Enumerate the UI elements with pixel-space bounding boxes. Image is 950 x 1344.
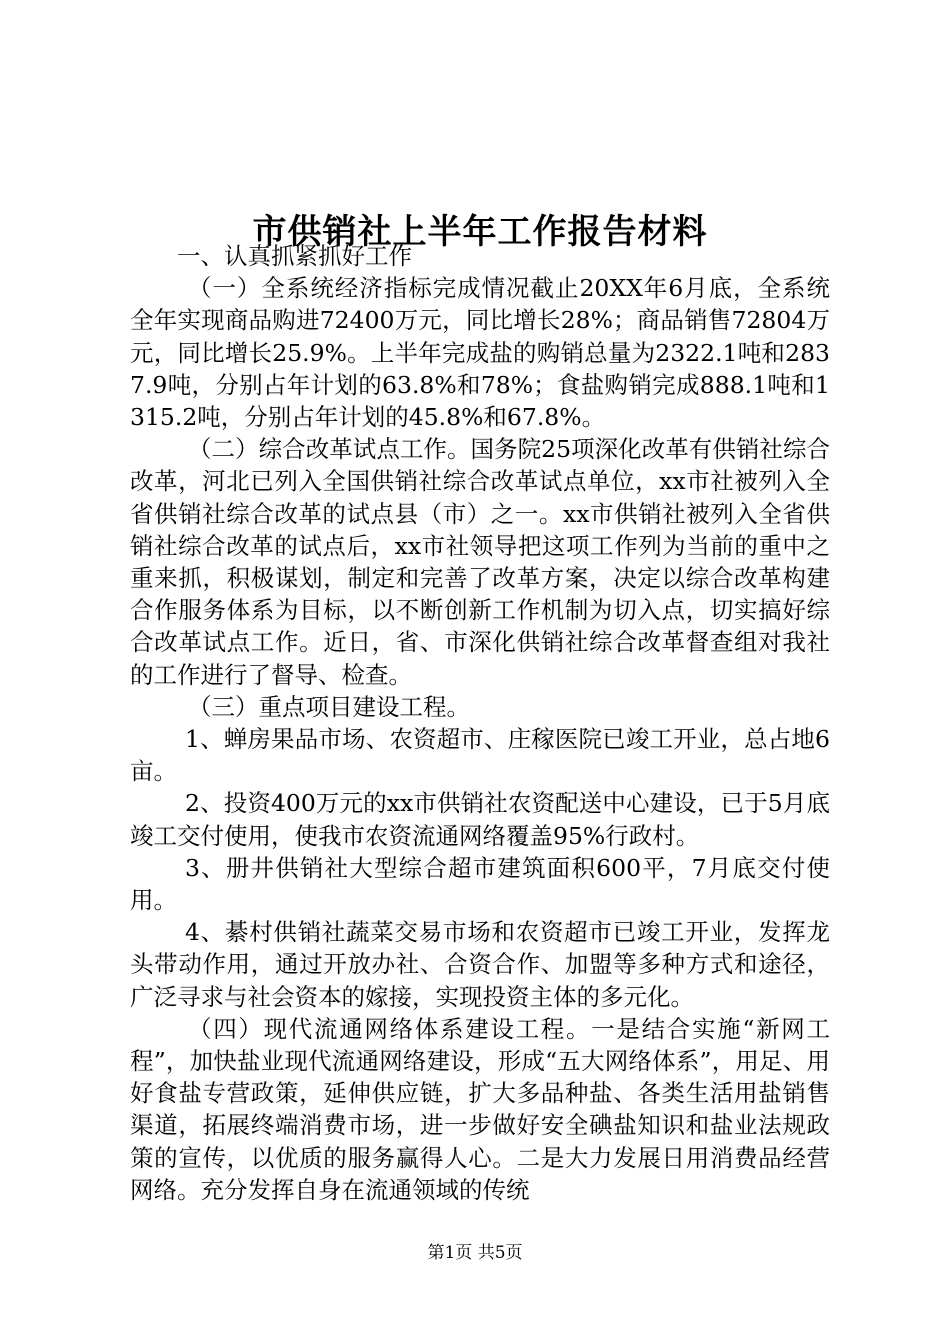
page-footer: 第1页 共5页 [427, 1243, 523, 1263]
paragraph-project-4: 4、綦村供销社蔬菜交易市场和农资超市已竣工开业，发挥龙头带动作用，通过开放办社、合资合作、加盟等多种方式和途径，广泛寻求与社会资本的嫁接，实现投资主体的多元化。 [130, 918, 830, 1011]
section-heading-1: 一、认真抓紧抓好工作 [177, 242, 412, 270]
paragraph-key-projects-heading: （三）重点项目建设工程。 [188, 692, 470, 721]
paragraph-reform-pilot: （二）综合改革试点工作。国务院25项深化改革有供销社综合改革，河北已列入全国供销社综合改革试点单位，xx市社被列入全省供销社综合改革的试点县（市）之一。xx市供销社被列入全省供销社综合改革的试点后，xx市社领导把这项工作列为当前的重中之重来抓，积极谋划，制定和完善了改革方案，决定以综合改革构建合作服务体系为目标，以不断创新工作机制为切入点，切实搞好综合改革试点工作。近日，省、市深化供销社综合改革督查组对我社的工作进行了督导、检查。 [130, 435, 830, 689]
paragraph-distribution-network: （四）现代流通网络体系建设工程。一是结合实施“新网工程”，加快盐业现代流通网络建设，形成“五大网络体系”，用足、用好食盐专营政策，延伸供应链，扩大多品种盐、各类生活用盐销售渠道，拓展终端消费市场，进一步做好安全碘盐知识和盐业法规政策的宣传，以优质的服务赢得人心。二是大力发展日用消费品经营网络。充分发挥自身在流通领域的传统 [130, 1014, 830, 1204]
paragraph-project-1: 1、蝉房果品市场、农资超市、庄稼医院已竣工开业，总占地6亩。 [130, 725, 830, 786]
paragraph-project-3: 3、册井供销社大型综合超市建筑面积600平，7月底交付使用。 [130, 853, 830, 915]
paragraph-economic-indicators: （一）全系统经济指标完成情况截止20XX年6月底，全系统全年实现商品购进72400万元，同比增长28%；商品销售72804万元，同比增长25.9%。上半年完成盐的购销总量为2322.1吨和2837.9吨，分别占年计划的63.8%和78%；食盐购销完成888.1吨和1315.2吨，分别占年计划的45.8%和67.8%。 [130, 274, 830, 432]
document-title: 市供销社上半年工作报告材料 [252, 211, 708, 252]
paragraph-project-2: 2、投资400万元的xx市供销社农资配送中心建设，已于5月底竣工交付使用，使我市农资流通网络覆盖95%行政村。 [130, 789, 830, 850]
document-body [130, 240, 830, 1206]
